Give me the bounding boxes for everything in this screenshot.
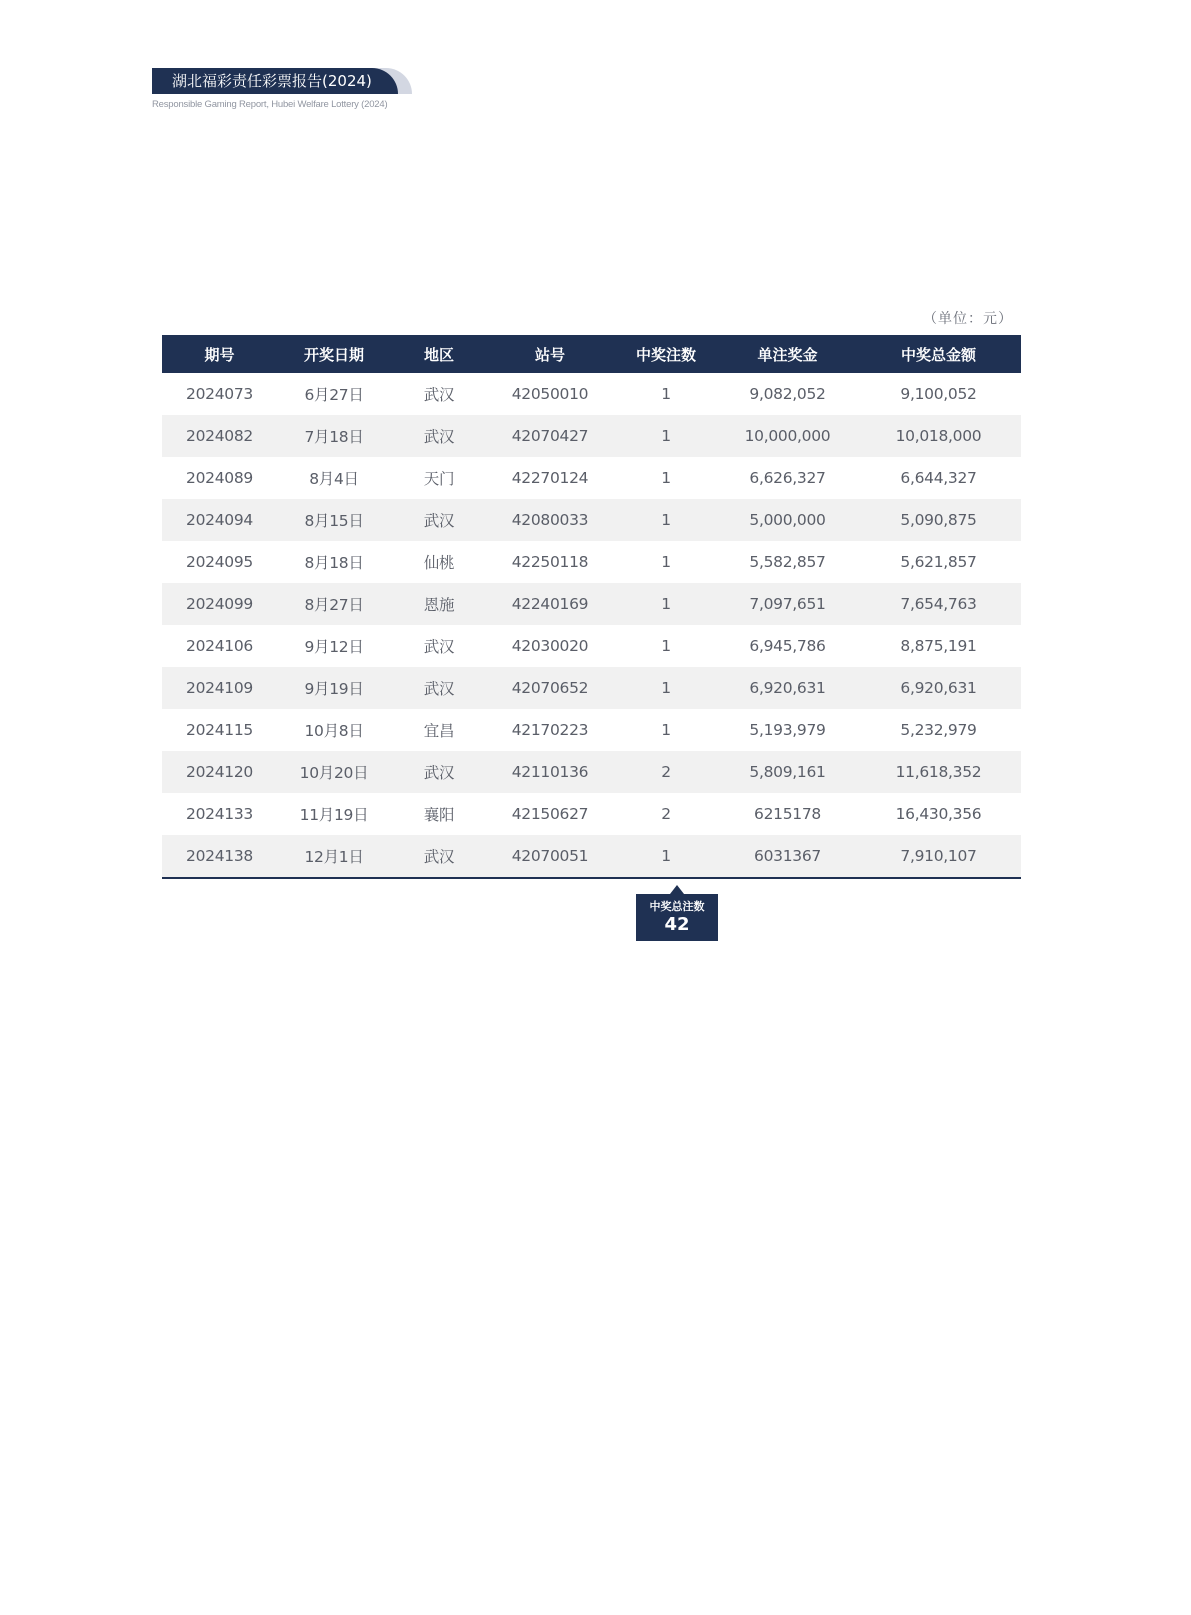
report-title: 湖北福彩责任彩票报告(2024) (152, 68, 398, 94)
prize-per-bet-cell: 6215178 (754, 805, 821, 823)
column-header-winning-count: 中奖注数 (613, 335, 719, 373)
date-cell: 9月19日 (277, 667, 391, 709)
prize-per-bet-cell: 9,082,052 (749, 385, 826, 403)
prize-per-bet-cell: 7,097,651 (719, 583, 856, 625)
column-header-prize-per-bet: 单注奖金 (719, 335, 856, 373)
prize-per-bet-cell: 5,809,161 (719, 751, 856, 793)
winning-count-cell: 2 (661, 805, 671, 823)
date-cell: 9月12日 (304, 638, 364, 656)
table-body (162, 373, 1021, 878)
date-cell: 8月27日 (277, 583, 391, 625)
header-tag (152, 68, 412, 94)
prize-per-bet-cell: 5,193,979 (749, 721, 826, 739)
date-cell: 10月20日 (277, 751, 391, 793)
issue-cell: 2024133 (186, 805, 253, 823)
column-header-issue: 期号 (162, 335, 277, 373)
region-cell: 武汉 (391, 835, 487, 878)
winning-count-cell: 1 (613, 835, 719, 878)
region-cell: 恩施 (391, 583, 487, 625)
winning-count-cell: 1 (661, 385, 671, 403)
winning-count-cell: 1 (613, 415, 719, 457)
date-cell: 12月1日 (277, 835, 391, 878)
total-prize-cell: 7,654,763 (856, 583, 1021, 625)
table-row (162, 373, 1021, 415)
issue-cell: 2024115 (186, 721, 253, 739)
region-cell: 襄阳 (423, 806, 455, 824)
station-cell: 42030020 (511, 637, 589, 655)
station-cell: 42240169 (487, 583, 613, 625)
prize-per-bet-cell: 5,000,000 (719, 499, 856, 541)
total-prize-cell: 6,920,631 (856, 667, 1021, 709)
issue-cell: 2024106 (186, 637, 253, 655)
column-header-region: 地区 (391, 335, 487, 373)
issue-cell: 2024109 (162, 667, 277, 709)
total-prize-cell: 5,090,875 (856, 499, 1021, 541)
issue-cell: 2024082 (162, 415, 277, 457)
total-prize-cell: 16,430,356 (895, 805, 982, 823)
station-cell: 42150627 (511, 805, 589, 823)
station-cell: 42070652 (487, 667, 613, 709)
prize-per-bet-cell: 6031367 (719, 835, 856, 878)
date-cell: 7月18日 (277, 415, 391, 457)
column-header-station: 站号 (487, 335, 613, 373)
prize-per-bet-cell: 6,945,786 (749, 637, 826, 655)
region-cell: 武汉 (423, 638, 455, 656)
prize-per-bet-cell: 10,000,000 (719, 415, 856, 457)
table-row (162, 499, 1021, 541)
winning-count-cell: 1 (613, 499, 719, 541)
winning-count-cell: 1 (661, 553, 671, 571)
table-row (162, 541, 1021, 583)
total-value: 42 (664, 914, 690, 935)
total-prize-cell: 6,644,327 (900, 469, 977, 487)
total-prize-cell: 10,018,000 (856, 415, 1021, 457)
region-cell: 仙桃 (423, 554, 455, 572)
table-row (162, 835, 1021, 878)
station-cell: 42170223 (511, 721, 589, 739)
date-cell: 8月18日 (304, 554, 364, 572)
report-header (152, 68, 422, 118)
report-subtitle: Responsible Gaming Report, Hubei Welfare Lottery (2024) (152, 99, 388, 110)
date-cell: 6月27日 (304, 386, 364, 404)
station-cell: 42270124 (511, 469, 589, 487)
column-header-total-prize: 中奖总金额 (856, 335, 1021, 373)
table-header-row (162, 335, 1021, 373)
table-row (162, 667, 1021, 709)
region-cell: 武汉 (391, 751, 487, 793)
issue-cell: 2024099 (162, 583, 277, 625)
column-header-date: 开奖日期 (277, 335, 391, 373)
total-prize-cell: 9,100,052 (900, 385, 977, 403)
station-cell: 42070427 (487, 415, 613, 457)
station-cell: 42250118 (511, 553, 589, 571)
region-cell: 武汉 (391, 667, 487, 709)
table-row (162, 625, 1021, 667)
winning-count-cell: 1 (661, 721, 671, 739)
table-row (162, 709, 1021, 751)
winning-count-cell: 2 (613, 751, 719, 793)
date-cell: 11月19日 (299, 806, 369, 824)
issue-cell: 2024095 (186, 553, 253, 571)
total-prize-cell: 5,232,979 (900, 721, 977, 739)
issue-cell: 2024138 (162, 835, 277, 878)
station-cell: 42080033 (487, 499, 613, 541)
table-row (162, 583, 1021, 625)
issue-cell: 2024094 (162, 499, 277, 541)
date-cell: 8月4日 (309, 470, 359, 488)
issue-cell: 2024089 (186, 469, 253, 487)
region-cell: 天门 (423, 470, 455, 488)
total-prize-cell: 8,875,191 (900, 637, 977, 655)
region-cell: 武汉 (391, 499, 487, 541)
prize-table (162, 335, 1021, 879)
prize-per-bet-cell: 5,582,857 (749, 553, 826, 571)
issue-cell: 2024120 (162, 751, 277, 793)
total-label: 中奖总注数 (649, 900, 705, 913)
callout-pointer (670, 885, 684, 894)
table-row (162, 751, 1021, 793)
table-row (162, 457, 1021, 499)
station-cell: 42070051 (487, 835, 613, 878)
date-cell: 8月15日 (277, 499, 391, 541)
prize-per-bet-cell: 6,626,327 (749, 469, 826, 487)
station-cell: 42110136 (487, 751, 613, 793)
winning-count-cell: 1 (613, 667, 719, 709)
callout-box (636, 894, 718, 941)
region-cell: 武汉 (423, 386, 455, 404)
winning-count-cell: 1 (613, 583, 719, 625)
prize-per-bet-cell: 6,920,631 (719, 667, 856, 709)
region-cell: 武汉 (391, 415, 487, 457)
winning-count-cell: 1 (661, 637, 671, 655)
region-cell: 宜昌 (423, 722, 455, 740)
table-row (162, 415, 1021, 457)
unit-label: （单位：元） (923, 311, 1013, 327)
total-prize-cell: 11,618,352 (856, 751, 1021, 793)
issue-cell: 2024073 (186, 385, 253, 403)
station-cell: 42050010 (511, 385, 589, 403)
total-prize-cell: 5,621,857 (900, 553, 977, 571)
date-cell: 10月8日 (304, 722, 364, 740)
winning-count-cell: 1 (661, 469, 671, 487)
table-row (162, 793, 1021, 835)
total-prize-cell: 7,910,107 (856, 835, 1021, 878)
